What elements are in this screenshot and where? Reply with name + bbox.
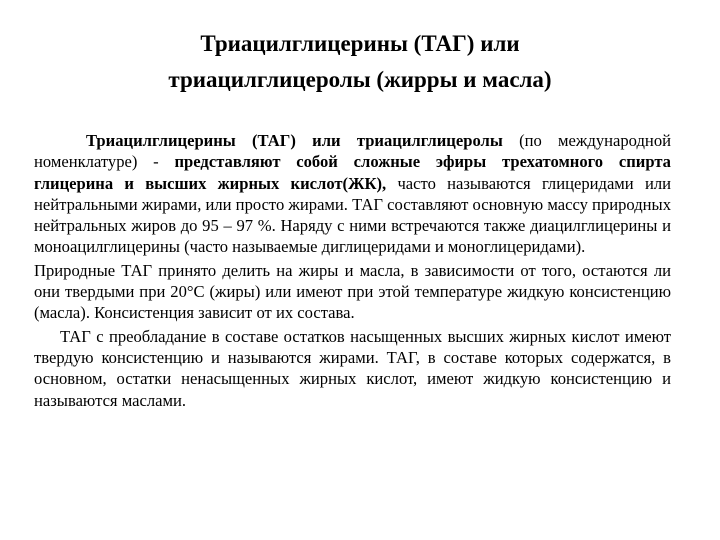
title-line-2: триацилглицеролы (жирры и масла) [168,67,552,92]
definition-bold: представляют собой сложные эфиры трехатомного спирта глицерина и высших жирных кислот(ЖК), [34,152,671,193]
nomenclature-note: (по международной номенклатуре) - [34,131,671,172]
paragraph-classification: Природные ТАГ принято делить на жиры и масла, в зависимости от того, остаются ли они твердыми при 20°С (жиры) или имеют при этой температуре жидкую консистенцию (масла). Консистенция зависит от их состава. [34,260,671,323]
title-line-1: Триацилглицерины (ТАГ) или [200,31,520,56]
term-bold: Триацилглицерины (ТАГ) или триацилглицеролы [86,131,503,150]
paragraph-definition [34,130,671,258]
definition-rest: часто называются глицеридами или нейтральными жирами, или просто жирами. ТАГ составляют основную массу природных нейтральных жиров до 95 – 97 %. Наряду с ними встречаются также диацилглицерины и моноацилглицерины (часто называемые диглицеридами и моноглицеридами). [34,173,671,257]
slide-title [40,26,680,98]
paragraph-composition: ТАГ с преобладание в составе остатков насыщенных высших жирных кислот имеют твердую консистенцию и называются жирами. ТАГ, в составе которых содержатся, в основном, остатки ненасыщенных жирных кислот, имеют жидкую консистенцию и называются маслами. [34,326,671,410]
slide-body [34,130,671,411]
